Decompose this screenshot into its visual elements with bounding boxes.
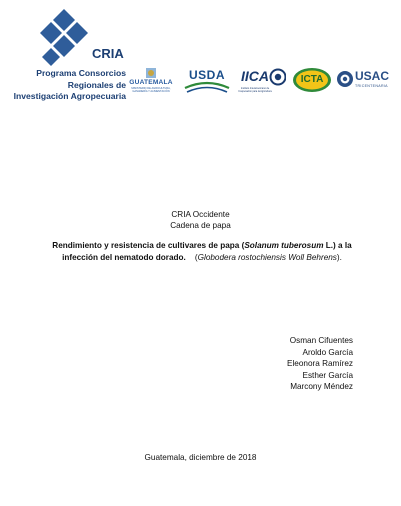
- title-line-2: [32, 252, 372, 264]
- title-paren-close: ).: [336, 252, 342, 262]
- maga-logo-tagline: MINISTERIO DE AGRICULTURA, GANADERÍA Y ALIMENTACIÓN: [131, 87, 171, 93]
- maga-logo: [126, 66, 176, 96]
- author-list: [287, 335, 353, 393]
- title-line-1: [32, 240, 372, 252]
- chain-name: Cadena de papa: [170, 221, 231, 230]
- title-part-1: Rendimiento y resistencia de cultivares de papa (: [52, 241, 245, 250]
- title-pathogen: Globodera rostochiensis Woll Behrens: [197, 252, 337, 262]
- iica-logo-tagline: Instituto Interamericano de Cooperación para la Agricultura: [238, 87, 272, 93]
- office-name: CRIA Occidente: [171, 210, 230, 219]
- cria-wordmark: CRIA: [92, 46, 124, 61]
- program-name: [8, 68, 126, 103]
- title-species: Solanum tuberosum: [244, 241, 324, 250]
- iica-logo-name: IICA: [241, 68, 269, 84]
- title-paren-open: (: [194, 252, 198, 262]
- author-name: Aroldo García: [302, 347, 353, 357]
- usac-logo-name: USAC: [355, 69, 390, 83]
- cria-logo: [8, 8, 126, 116]
- iica-logo: [238, 66, 286, 96]
- icta-logo: [292, 66, 332, 96]
- program-line: Investigación Agropecuaria: [13, 91, 126, 101]
- author-name: Osman Cifuentes: [289, 336, 353, 345]
- office-heading: [0, 209, 401, 231]
- maga-logo-name: GUATEMALA: [129, 79, 173, 86]
- usda-logo-name: USDA: [188, 68, 225, 82]
- icta-logo-name: ICTA: [300, 74, 324, 85]
- document-title: [32, 240, 372, 263]
- usac-logo-tagline: TRICENTENARIA: [355, 84, 388, 88]
- title-part-2: L.) a la: [323, 241, 352, 250]
- program-line: Programa Consorcios: [36, 68, 126, 78]
- program-line: Regionales de: [67, 79, 126, 90]
- usda-logo: [182, 66, 232, 96]
- author-name: Eleonora Ramírez: [287, 359, 353, 369]
- author-name: Esther García: [302, 370, 353, 380]
- author-name: Marcony Méndez: [290, 382, 353, 392]
- place-date: Guatemala, diciembre de 2018: [144, 453, 257, 462]
- cria-diamonds-logo: [34, 8, 94, 68]
- usac-logo: [336, 66, 392, 96]
- partner-logos: [126, 66, 392, 96]
- title-line-2-text: infección del nematodo dorado.: [62, 252, 186, 262]
